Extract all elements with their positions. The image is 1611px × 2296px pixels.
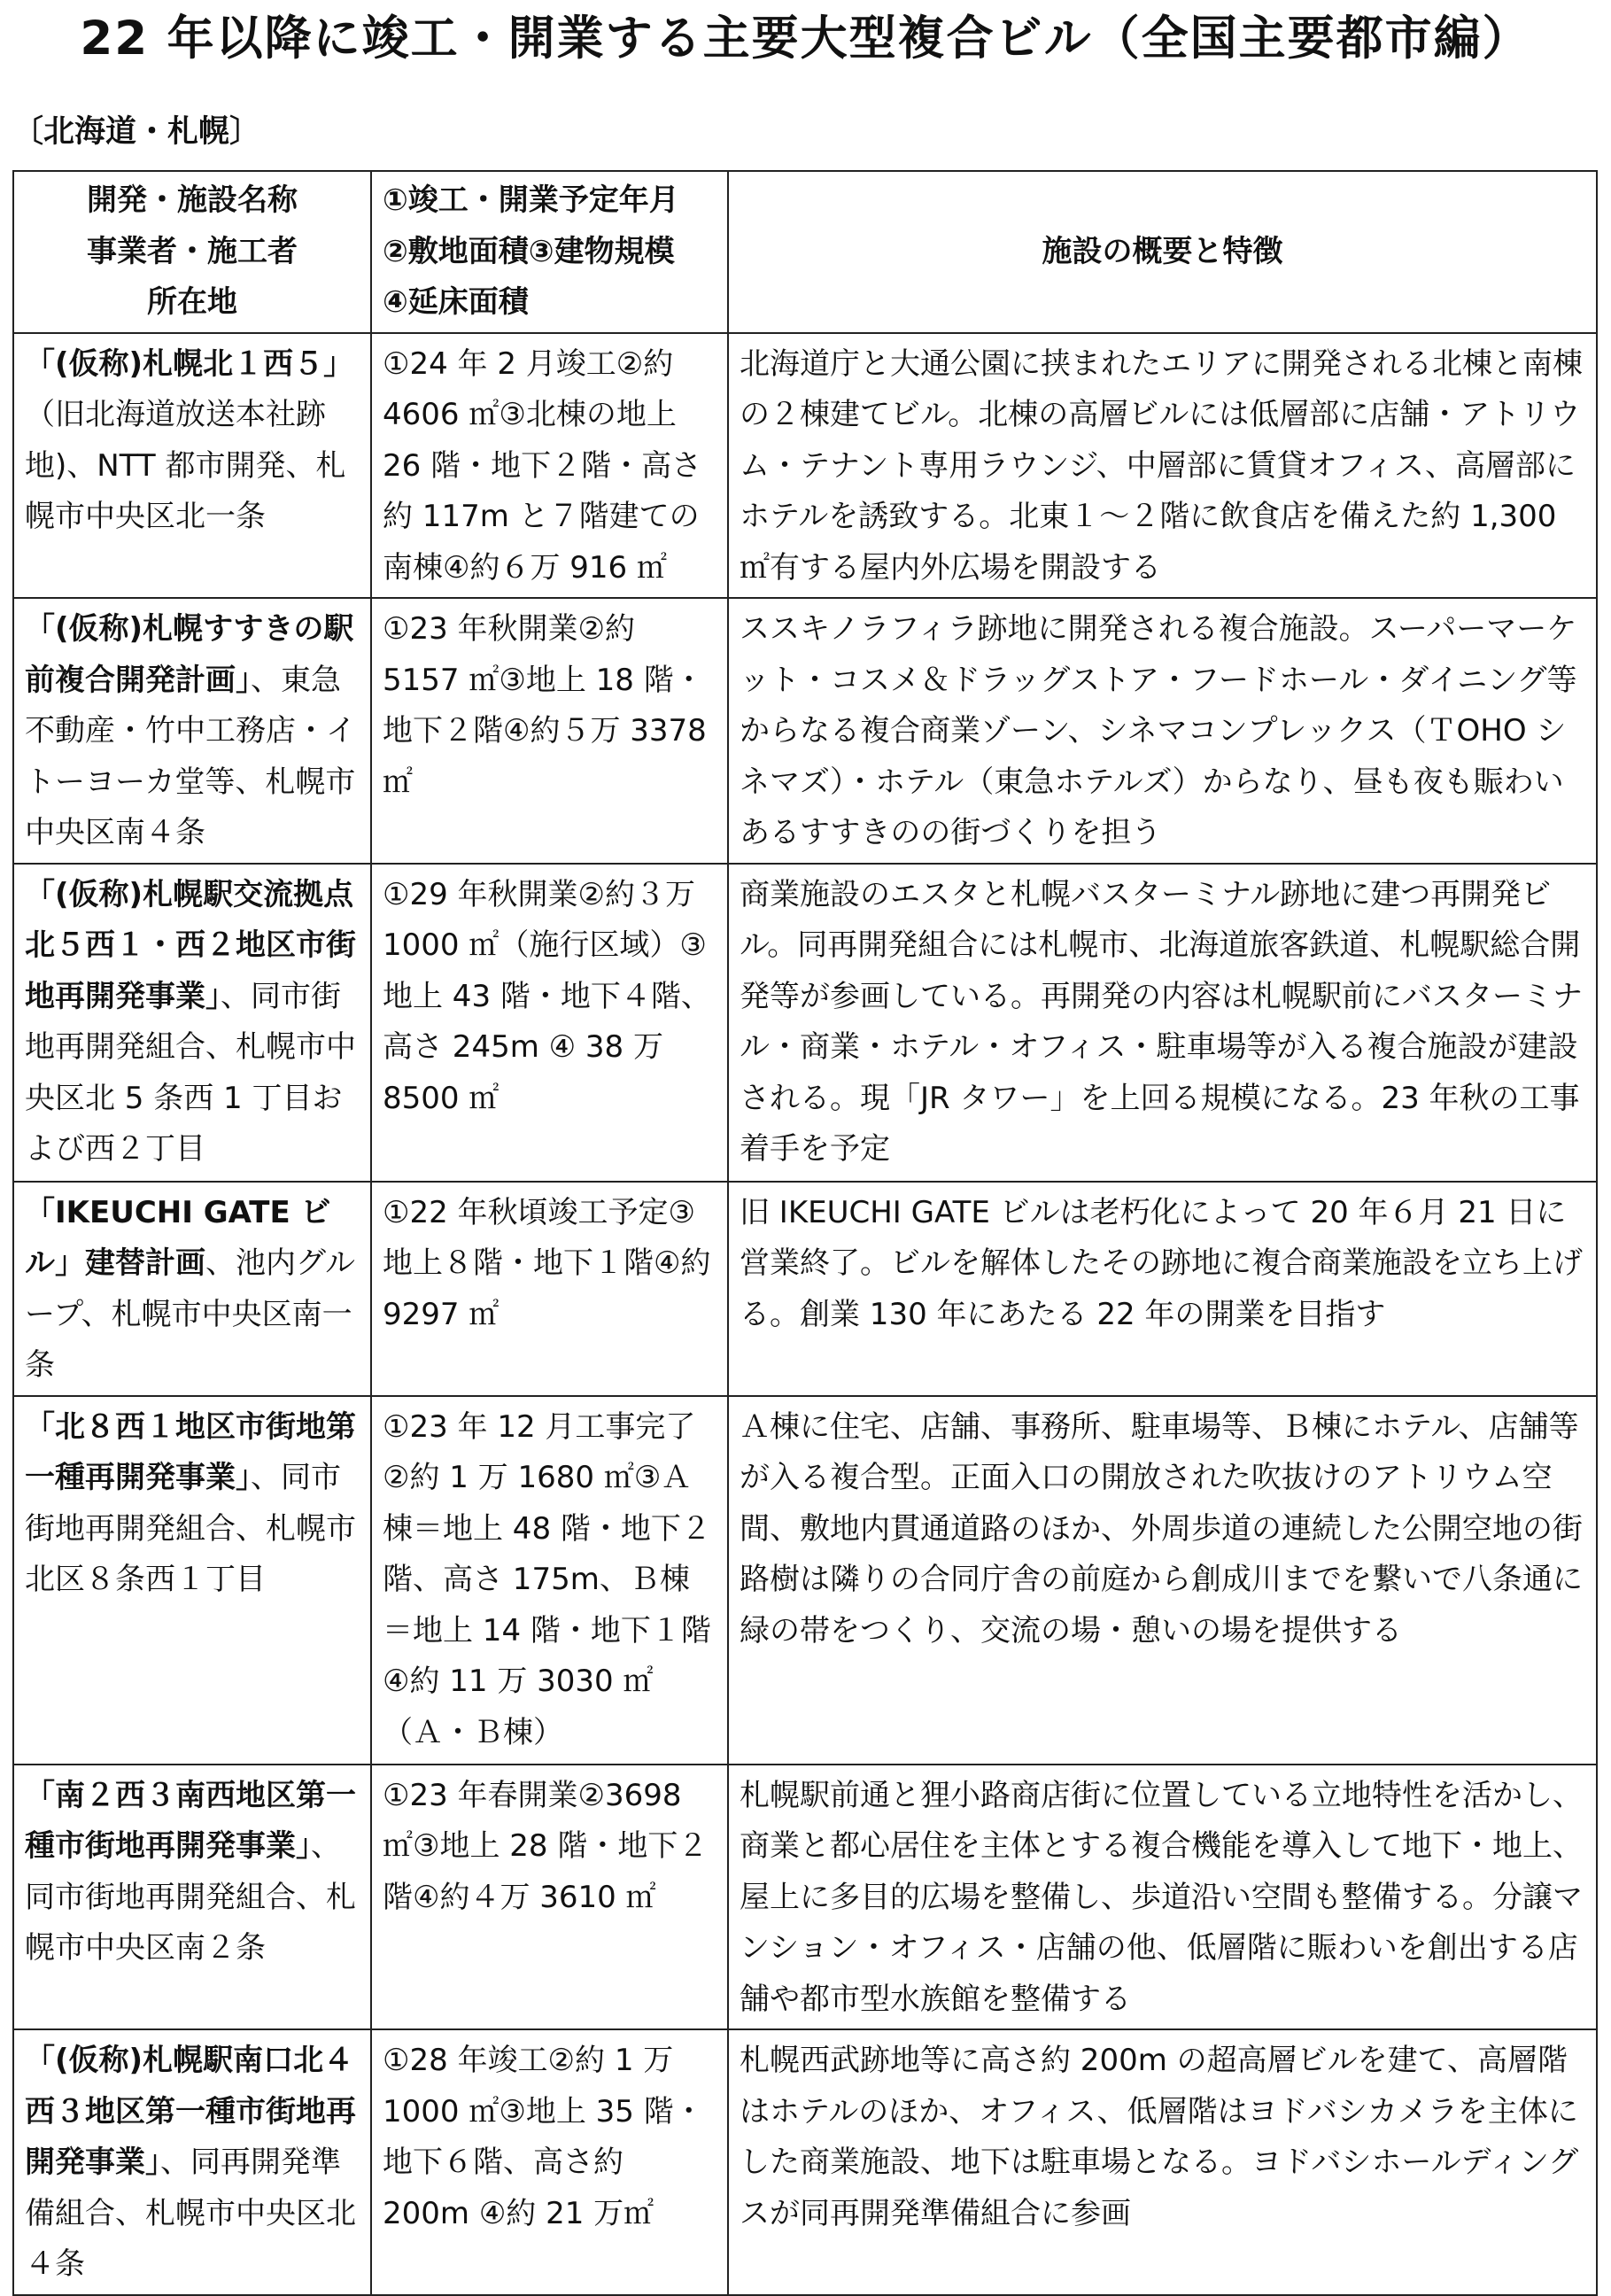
table-row [13, 864, 1597, 1182]
page-title: 22 年以降に竣工・開業する主要大型複合ビル（全国主要都市編） [80, 12, 1531, 66]
table-row [13, 1396, 1597, 1765]
header-line: 所在地 [147, 284, 237, 320]
summary-cell: 旧 IKEUCHI GATE ビルは老朽化によって 20 年６月 21 日に営業終了。ビルを解体したその跡地に複合商業施設を立ち上げる。創業 130 年にあたる 22 年の開業を目指す [728, 1182, 1597, 1396]
facility-operator: 、池内グループ、札幌市中央区南一条 [25, 1245, 355, 1383]
facility-operator: 、同市街地再開発組合、札幌市中央区北 5 条西 1 丁目および西２丁目 [25, 978, 356, 1167]
spec-cell: ①22 年秋頃竣工予定③地上８階・地下１階④約 9297 ㎡ [371, 1182, 728, 1396]
header-line: 開発・施設名称 [87, 182, 298, 218]
table-row [13, 1182, 1597, 1396]
spec-cell: ①29 年秋開業②約３万 1000 ㎡（施行区域）③地上 43 階・地下４階、高さ 245m ④ 38 万 8500 ㎡ [371, 864, 728, 1182]
region-label: 〔北海道・札幌〕 [12, 114, 261, 150]
spec-cell: ①23 年秋開業②約 5157 ㎡③地上 18 階・地下２階④約５万 3378 ㎡ [371, 598, 728, 864]
table-header-row [13, 171, 1597, 333]
facility-name: 「IKEUCHI GATE ビル」建替計画 [25, 1194, 331, 1281]
facility-name: 「(仮称)札幌すすきの駅前複合開発計画」 [25, 611, 354, 698]
summary-cell: 札幌駅前通と狸小路商店街に位置している立地特性を活かし、商業と都心居住を主体とする複合機能を導入して地下・地上、屋上に多目的広場を整備し、歩道沿い空間も整備する。分譲マンション・オフィス・店舗の他、低層階に賑わいを創出する店舗や都市型水族館を整備する [728, 1765, 1597, 2030]
summary-cell: 北海道庁と大通公園に挟まれたエリアに開発される北棟と南棟の２棟建てビル。北棟の高層ビルには低層部に店舗・アトリウム・テナント専用ラウンジ、中層部に賃貸オフィス、高層部にホテルを誘致する。北東１～２階に飲食店を備えた約 1,300 ㎡有する屋内外広場を開設する [728, 333, 1597, 599]
facility-name: 「南２西３南西地区第一種市街地再開発事業」 [25, 1777, 356, 1864]
summary-cell: ススキノラフィラ跡地に開発される複合施設。スーパーマーケット・コスメ＆ドラッグストア・フードホール・ダイニング等からなる複合商業ゾーン、シネマコンプレックス（ＴOHO シネマズ）・ホテル（東急ホテルズ）からなり、昼も夜も賑わいあるすすきのの街づくりを担う [728, 598, 1597, 864]
facility-operator: 、同市街地再開発組合、札幌市北区８条西１丁目 [25, 1460, 356, 1597]
facility-cell [13, 598, 371, 864]
spec-cell: ①24 年 2 月竣工②約 4606 ㎡③北棟の地上 26 階・地下２階・高さ約 117m と７階建ての南棟④約６万 916 ㎡ [371, 333, 728, 599]
facility-cell [13, 1396, 371, 1765]
summary-cell: 札幌西武跡地等に高さ約 200m の超高層ビルを建て、高層階はホテルのほか、オフィス、低層階はヨドバシカメラを主体にした商業施設、地下は駐車場となる。ヨドバシホールディングスが同再開発準備組合に参画 [728, 2029, 1597, 2295]
header-line: ①竣工・開業予定年月 [383, 182, 679, 218]
header-spec-column [371, 171, 728, 333]
summary-cell: Ａ棟に住宅、店舗、事務所、駐車場等、Ｂ棟にホテル、店舗等が入る複合型。正面入口の開放された吹抜けのアトリウム空間、敷地内貫通道路のほか、外周歩道の連続した公開空地の街路樹は隣りの合同庁舎の前庭から創成川までを繋いで八条通に緑の帯をつくり、交流の場・憩いの場を提供する [728, 1396, 1597, 1765]
facility-cell [13, 2029, 371, 2295]
table-row [13, 1765, 1597, 2030]
facility-operator: 、同市街地再開発組合、札幌市中央区南２条 [25, 1828, 356, 1966]
facility-cell [13, 1765, 371, 2030]
facility-operator: 、同再開発準備組合、札幌市中央区北４条 [25, 2145, 356, 2282]
buildings-table [12, 170, 1598, 2296]
spec-cell: ①23 年春開業②3698 ㎡③地上 28 階・地下２階④約４万 3610 ㎡ [371, 1765, 728, 2030]
table-row [13, 333, 1597, 599]
header-summary-column: 施設の概要と特徴 [728, 171, 1597, 333]
facility-cell [13, 1182, 371, 1396]
spec-cell: ①23 年 12 月工事完了②約 1 万 1680 ㎡③Ａ棟＝地上 48 階・地下２階、高さ 175m、Ｂ棟＝地上 14 階・地下１階④約 11 万 3030 ㎡（Ａ・Ｂ棟） [371, 1396, 728, 1765]
summary-cell: 商業施設のエスタと札幌バスターミナル跡地に建つ再開発ビル。同再開発組合には札幌市、北海道旅客鉄道、札幌駅総合開発等が参画している。再開発の内容は札幌駅前にバスターミナル・商業・ホテル・オフィス・駐車場等が入る複合施設が建設される。現「JR タワー」を上回る規模になる。23 年秋の工事着手を予定 [728, 864, 1597, 1182]
header-line: ④延床面積 [383, 284, 529, 320]
header-line: 事業者・施工者 [87, 233, 298, 269]
spec-cell: ①28 年竣工②約 1 万 1000 ㎡③地上 35 階・地下６階、高さ約 200m ④約 21 万㎡ [371, 2029, 728, 2295]
facility-name: 「北８西１地区市街地第一種再開発事業」 [25, 1408, 356, 1495]
facility-operator: 、東急不動産・竹中工務店・イトーヨーカ堂等、札幌市中央区南４条 [25, 662, 356, 850]
facility-name: 「(仮称)札幌駅南口北４西３地区第一種市街地再開発事業」 [25, 2043, 356, 2180]
header-name-column [13, 171, 371, 333]
facility-cell [13, 333, 371, 599]
header-line: ②敷地面積③建物規模 [383, 233, 675, 269]
facility-cell [13, 864, 371, 1182]
table-row [13, 598, 1597, 864]
facility-operator: （旧北海道放送本社跡地)、NTT 都市開発、札幌市中央区北一条 [25, 397, 346, 534]
facility-name: 「(仮称)札幌北１西５」 [25, 345, 354, 382]
table-row [13, 2029, 1597, 2295]
facility-name: 「(仮称)札幌駅交流拠点北５西１・西２地区市街地再開発事業」 [25, 876, 356, 1014]
